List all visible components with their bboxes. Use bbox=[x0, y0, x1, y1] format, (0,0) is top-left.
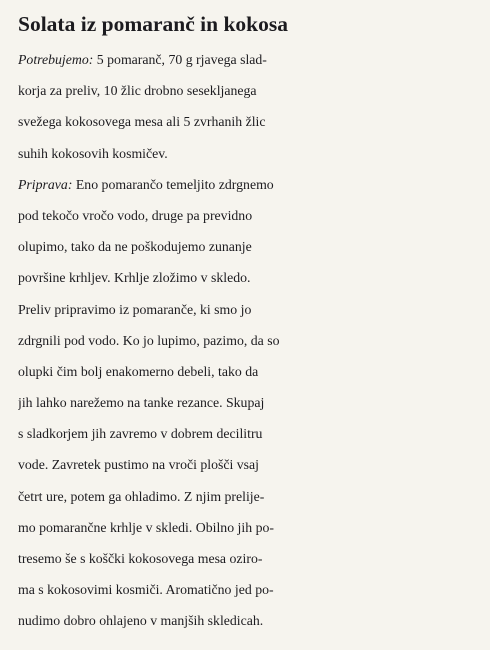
ingredients-line: suhih kokosovih kosmičev. bbox=[18, 145, 168, 161]
preparation-line: Preliv pripravimo iz pomaranče, ki smo jo bbox=[18, 301, 252, 317]
recipe-title: Solata iz pomaranč in kokosa bbox=[18, 12, 288, 36]
preparation-line: pod tekočo vročo vodo, druge pa previdno bbox=[18, 207, 253, 223]
preparation-line: zdrgnili pod vodo. Ko jo lupimo, pazimo, da so bbox=[18, 332, 280, 348]
preparation-line: tresemo še s koščki kokosovega mesa oziro- bbox=[18, 551, 263, 566]
ingredients-text: 5 pomaranč, 70 g rjavega slad- bbox=[93, 52, 267, 67]
preparation-line: četrt ure, potem ga ohladimo. Z njim prelije- bbox=[18, 488, 265, 504]
recipe-body bbox=[18, 44, 478, 637]
preparation-line: olupki čim bolj enakomerno debeli, tako da bbox=[18, 363, 259, 379]
preparation-label: Priprava: bbox=[18, 176, 73, 192]
ingredients-line bbox=[18, 44, 478, 75]
preparation-line: ma s kokosovimi kosmiči. Aromatično jed po- bbox=[18, 582, 274, 598]
preparation-line: površine krhljev. Krhlje zložimo v skledo. bbox=[18, 270, 251, 286]
preparation-text: Eno pomarančo temeljito zdrgnemo bbox=[72, 176, 274, 192]
preparation-line: olupimo, tako da ne poškodujemo zunanje bbox=[18, 239, 252, 255]
preparation-line: mo pomarančne krhlje v skledi. Obilno jih po- bbox=[18, 519, 274, 535]
ingredients-line: svežega kokosovega mesa ali 5 zvrhanih žlic bbox=[18, 114, 266, 130]
ingredients-line: korja za preliv, 10 žlic drobno sesekljanega bbox=[18, 83, 257, 99]
preparation-line: jih lahko narežemo na tanke rezance. Skupaj bbox=[18, 395, 265, 411]
preparation-line: s sladkorjem jih zavremo v dobrem decilitru bbox=[18, 426, 263, 442]
ingredients-label: Potrebujemo: bbox=[18, 52, 94, 67]
preparation-line bbox=[18, 169, 478, 200]
preparation-line: nudimo dobro ohlajeno v manjših skledicah. bbox=[18, 613, 264, 629]
preparation-line: vode. Zavretek pustimo na vroči plošči vsaj bbox=[18, 457, 260, 473]
